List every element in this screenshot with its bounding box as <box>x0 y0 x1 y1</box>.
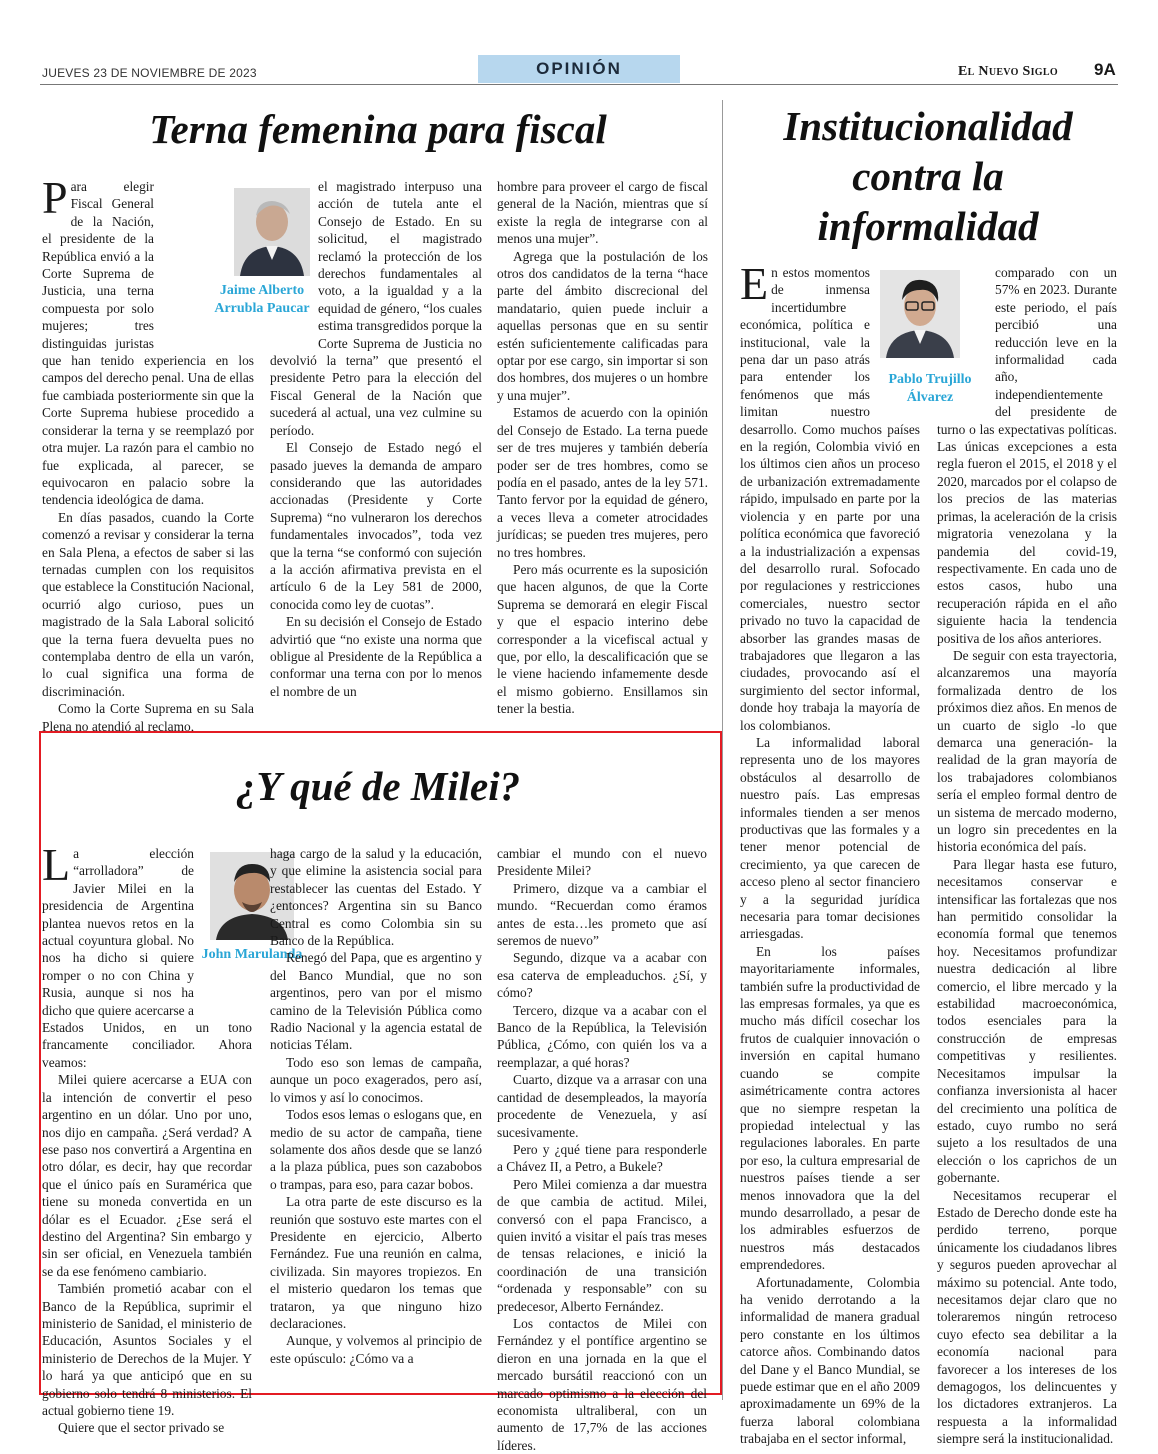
paragraph: Renegó del Papa, que es argentino y del Banco Mundial, que no son argentinos, pero van por el mismo camino de la Televisión Pública como Radio Nacional y la agencia estatal de noticias Télam. <box>270 950 482 1053</box>
paragraph: cambiar el mundo con el nuevo Presidente Milei? <box>497 846 707 879</box>
author-photo-spacer <box>937 264 995 414</box>
dropcap: E <box>740 258 769 309</box>
article3-column-3 <box>497 845 707 1453</box>
section-label: OPINIÓN <box>478 55 680 83</box>
paragraph: Aunque, y volvemos al principio de este opúsculo: ¿Cómo va a <box>270 1333 482 1366</box>
paragraph: En su decisión el Consejo de Estado advirtió que “no existe una norma que obligue al Presidente de la República a conformar una terna con por lo menos el nombre de un <box>270 614 482 699</box>
paragraph: De seguir con esta trayectoria, alcanzaremos una mayoría formalizada dentro de los próximos diez años. En menos de un cuarto de siglo -lo que demarca una generación- la realidad de la gran mayoría de los trabajadores colombianos sería el empleo formal dentro de un sistema de mercado moderno, un logro sin precedentes en la historia económica del país. <box>937 647 1117 855</box>
article2-column-1 <box>740 258 920 1447</box>
paragraph: Pero Milei comienza a dar muestra de que cambia de actitud. Milei, conversó con el papa Francisco, a quien invitó a visitar el país tras meses de tensas relaciones, e inició la coordinación de una transición “ordenada y responsable” con su predecesor, Alberto Fernández. <box>497 1176 707 1314</box>
dropcap: P <box>42 172 68 223</box>
author-name-trujillo: Pablo Trujillo Álvarez <box>888 372 972 405</box>
paragraph: n estos momentos de inmensa incertidumbre económica, política e institucional, vale la pena dar un paso atrás para entender los fenómenos que más limitan nuestro desarrollo. Como muchos países en la región, Colombia vivió en los últimos cien años un proceso de urbanización extremadamente rápido, impulsado en parte por la violencia y en parte por una política económica que favoreció a la industrialización a expensas del desarrollo rural. Sofocado por regulaciones y restricciones comerciales, nuestro sector privado no tuvo la capacidad de absorber las grandes masas de trabajadores que llegaron a las ciudades, provocando así el surgimiento del sector informal, donde hoy trabaja la mayoría de los colombianos. <box>740 265 920 733</box>
paragraph: Todos esos lemas o eslogans que, en medio de su actor de campaña, tiene solamente dos años desde que se lanzó a la plaza pública, pues son cazabobos o trampas, para eso, para cazar bobos. <box>270 1107 482 1192</box>
paragraph: a elección “arrolladora” de Javier Milei en la presidencia de Argentina plantea nuevos retos en la actual coyuntura global. No nos ha dicho si quiere romper o no con China y Rusia, aunque si nos ha dicho que quiere acercarse a Estados Unidos, en un tono francamente conciliador. Ahora veamos: <box>42 846 252 1070</box>
paragraph: el magistrado interpuso una acción de tutela ante el Consejo de Estado. En su solicitud, el magistrado reclamó la protección de los derechos fundamentales al voto, a la igualdad y a la equidad de género, “los cuales estima transgredidos porque la Corte Suprema de Justicia no devolvió la terna” que presentó el presidente Petro para la elección del Fiscal General de la Nación que sucederá al actual, una vez culmine su período. <box>270 179 482 438</box>
paragraph: Como la Corte Suprema en su Sala Plena no atendió al reclamo, <box>42 701 254 734</box>
column-divider <box>722 100 723 1400</box>
paragraph: También prometió acabar con el Banco de la República, suprimir el ministerio de Sanidad, el ministerio de Educación, Asuntos Sociales y el ministerio de Derechos de la Mujer. Y lo hará ya que anticipó que en su gobierno solo tendrá 8 ministerios. El actual gobierno tiene 19. <box>42 1281 252 1418</box>
paragraph: hombre para proveer el cargo de fiscal general de la Nación, mientras que sí existe la regla de integrarse con al menos una mujer”. <box>497 179 708 247</box>
article-title-milei: ¿Y qué de Milei? <box>235 763 521 809</box>
author-name-marulanda: John Marulanda <box>201 947 303 962</box>
paragraph: Agrega que la postulación de los otros dos candidatos de la terna “hace parte del ámbito discrecional del mandatario, quien puede incluir a aquellas personas que en su sentir estén suficientemente calificadas para optar por ese cargo, sin importar si son dos hombres, dos mujeres o un hombre y una mujer”. <box>497 248 708 403</box>
article-title-institucionalidad: Institucionalidad contra la informalidad <box>783 103 1073 249</box>
paragraph: El Consejo de Estado negó el pasado jueves la demanda de amparo considerando que las autoridades accionadas (Presidente y Corte Suprema) “no vulneraron los derechos fundamentales invocados”, toda vez que la terna “se conformó con sujeción a la acción afirmativa prevista en el artículo 6 de la Ley 581 de 2000, conocida como ley de cuotas”. <box>270 440 482 612</box>
author-name-arrubla: Jaime Alberto Arrubla Paucar <box>214 283 310 316</box>
paragraph: Todo eso son lemas de campaña, aunque un poco exagerados, pero así, lo vimos y así lo conocimos. <box>270 1054 482 1105</box>
header-divider <box>40 84 1118 85</box>
paragraph: comparado con un 57% en 2023. Durante este periodo, el país percibió una reducción leve en la informalidad cada año, independientemente del presidente de turno o las expectativas políticas. Las únicas excepciones a esta regla fueron el 2015, el 2018 y el 2020, marcados por el colapso de los precios de las materias primas, la aceleración de la crisis migratoria venezolana y la pandemia del covid-19, respectivamente. En cada uno de estos casos, hubo una recuperación rápida en el año siguiente hacia la tendencia positiva de los años anteriores. <box>937 265 1117 646</box>
paragraph: Milei quiere acercarse a EUA con la intención de convertir el peso argentino en un dólar. Uno por uno, nos dijo en campaña. ¿Será verdad? A ese paso nos convertirá a Argentina en otro dólar, es decir, hay que recordar que el único país en Suramérica que tiene su moneda convertida en un dólar es el Ecuador. ¿Ese será el destino del Argentina? Sin embargo y sin ser oficial, en Venezuela también se da ese fenómeno cambiario. <box>42 1072 252 1279</box>
paragraph: En días pasados, cuando la Corte comenzó a revisar y considerar la terna en Sala Plena, a efectos de saber si las ternadas cumplen con los requisitos que establece la Constitución Nacional, ocurrió algo curioso, pues un magistrado de la Sala Laboral solicitó que la terna fuera devuelta pues no contemplaba dentro de ella un varón, lo cual significa una forma de discriminación. <box>42 509 254 699</box>
paragraph: La otra parte de este discurso es la reunión que sostuvo este martes con el Presidente en ejercicio, Alberto Fernández. Fue una reunión en calma, civilizada. Sin mayores tropiezos. En el misterio quedaron los temas que trataron, ya que ninguno hizo declaraciones. <box>270 1194 482 1331</box>
paragraph: Pero más ocurrente es la suposición que hacen algunos, de que la Corte Suprema se demorará en elegir Fiscal y que el espacio interino debe corresponder a la vicefiscal actual y que, por ello, la descalificación que se le viene haciendo infamemente desde el mismo gobierno. Ensillamos sin tener la bestia. <box>497 561 708 717</box>
article-title-terna: Terna femenina para fiscal <box>149 106 607 152</box>
paragraph: Pero y ¿qué tiene para responderle a Chávez II, a Petro, a Bukele? <box>497 1141 707 1175</box>
paragraph: Primero, dizque va a cambiar el mundo. “Recuerdan como éramos antes de esta…les prometo que así seremos de nuevo” <box>497 880 707 949</box>
article2-column-2 <box>937 264 1117 1447</box>
article3-column-2 <box>270 845 482 1390</box>
newspaper-name: El Nuevo Siglo <box>958 64 1058 79</box>
paragraph: Necesitamos recuperar el Estado de Derecho donde este ha perdido terreno, porque únicamente los ciudadanos libres y seguros pueden aprovechar al máximo su potencial. Ante todo, necesitamos dejar claro que no toleraremos ningún retroceso cuyo efecto sea debilitar a la economía nacional para favorecer a los intereses de los demagogos, los delincuentes y los dictadores extranjeros. La respuesta a la informalidad siempre será la institucionalidad. <box>937 1187 1117 1447</box>
article1-column-3 <box>497 178 708 717</box>
paragraph: Para llegar hasta ese futuro, necesitamos conservar e intensificar las fortalezas que nos han permitido consolidar la economía formal que tenemos hoy. Necesitamos profundizar nuestra dedicación al libre comercio, el libre mercado y la estabilidad macroeconómica, todos esenciales para la construcción de empresas competitivas y resilientes. Necesitamos impulsar la confianza inversionista al hacer del crecimiento una política de estado, cuyo rumbo no será sujeto a los resultados de una elección o los caprichos de un gobernante. <box>937 856 1117 1186</box>
paragraph: Tercero, dizque va a acabar con el Banco de la República, la Televisión Pública, ¿Cómo, con quién los va a reemplazar, a qué horas? <box>497 1002 707 1070</box>
article1-column-2 <box>270 178 482 699</box>
article1-column-1 <box>42 172 254 734</box>
paragraph: Cuarto, dizque va a arrasar con una cantidad de desempleados, la mayoría procedente de Venezuela, y así sucesivamente. <box>497 1072 707 1140</box>
paragraph: Segundo, dizque va a acabar con esa caterva de empleaduchos. ¿Sí, y cómo? <box>497 950 707 1001</box>
paragraph: Quiere que el sector privado se <box>58 1420 225 1436</box>
page-number: 9A <box>1094 60 1116 79</box>
paragraph: Estamos de acuerdo con la opinión del Consejo de Estado. La terna puede ser de tres mujeres y también debería poder ser de tres hombres, como se podía en el pasado, antes de la ley 571. Tanto fervor por la equidad de género, a veces lleva a cometer atrocidades jurídicas; se pueden tres mujeres, pero no tres hombres. <box>497 405 708 560</box>
paragraph: ara elegir Fiscal General de la Nación, el presidente de la República envió a la Corte Suprema de Justicia, una terna compuesta por solo mujeres; tres distinguidas juristas que han tenido experiencia en los campos del derecho penal. Una de ellas fue cambiada posteriormente sin que la Corte Suprema hubiese procedido a considerar la terna y se reemplazó por otra mujer. La razón para el cambio no fue explicada, al parecer, se equivocaron en palacio sobre la tendencia ideológica de dama. <box>42 179 254 508</box>
paragraph: En los países mayoritariamente informales, también sufre la productividad de las empresas formales, ya que es mucho más difícil cosechar los frutos de cualquier innovación o inversión en capital humano cuando se compite asimétricamente contra actores que no siempre respetan la propiedad intelectual y las regulaciones laborales. En parte por eso, la cultura empresarial de nuestros países tiende a ser menos innovadora que la del mundo desarrollado, a pesar de los admirables esfuerzos de nuestros más destacados emprendedores. <box>740 943 920 1273</box>
issue-date: JUEVES 23 DE NOVIEMBRE DE 2023 <box>42 66 257 80</box>
paragraph: La informalidad laboral representa uno de los mayores obstáculos al desarrollo de nuestro país. Las empresas informales tienden a ser menos productivas que las formales y a tener menor potencial de crecimiento, ya que carecen de acceso pleno al sector financiero y a la seguridad jurídica necesaria para tomar decisiones arriesgadas. <box>740 734 920 942</box>
paragraph: Los contactos de Milei con Fernández y el pontífice argentino se dieron en una jornada en la que el mercado bursátil reaccionó con un marcado optimismo a la elección del economista ultraliberal, con un aumento de 17,7% de las acciones líderes. <box>497 1315 707 1453</box>
paragraph: Afortunadamente, Colombia ha venido derrotando a la informalidad de manera gradual pero constante en los últimos catorce años. Combinando datos del Dane y el Banco Mundial, se puede estimar que en el año 2009 aproximadamente un 69% de la fuerza laboral colombiana trabajaba en el sector informal, <box>740 1274 920 1447</box>
paragraph: haga cargo de la salud y la educación, y que elimine la asistencia social para restablecer las cuentas del Estado. Y ¿entonces? Argentina sin su Banco Central es como Colombia sin su Banco de la República. <box>270 846 482 949</box>
dropcap: L <box>42 839 71 890</box>
author-photo-spacer <box>270 178 318 348</box>
